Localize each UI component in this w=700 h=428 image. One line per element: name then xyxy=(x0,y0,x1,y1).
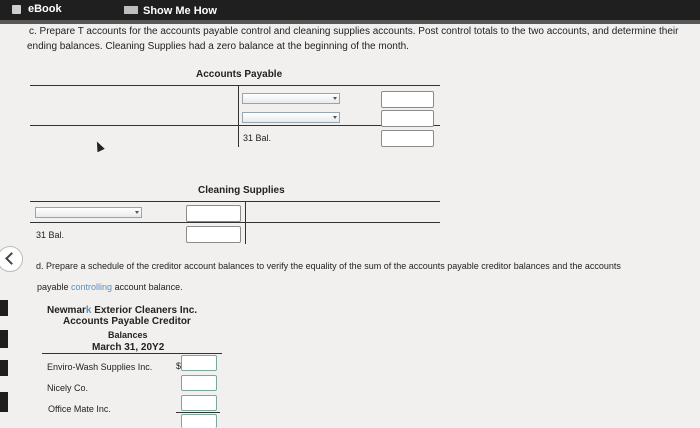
controlling-link[interactable]: controlling xyxy=(71,282,113,292)
total-rule xyxy=(176,412,220,413)
cs-t-account-total-rule xyxy=(30,222,440,223)
ap-balance-label: 31 Bal. xyxy=(243,133,272,143)
video-icon[interactable] xyxy=(124,6,138,14)
part-d-line2-pre: payable xyxy=(37,282,72,292)
ap-balance-input[interactable] xyxy=(381,130,434,147)
company-name-link[interactable]: k xyxy=(85,305,92,316)
part-c-instruction-line2: ending balances. Cleaning Supplies had a zero balance at the beginning of the month. xyxy=(27,41,409,52)
creditor-amount-input-2[interactable] xyxy=(181,375,217,391)
left-edge-strip xyxy=(0,330,8,348)
toolbar-divider xyxy=(0,20,700,24)
chevron-down-icon xyxy=(333,97,337,100)
cs-amount-input[interactable] xyxy=(186,205,241,222)
schedule-title-line2: Balances xyxy=(108,330,148,340)
chevron-down-icon xyxy=(333,116,337,119)
part-c-instruction-line1: c. Prepare T accounts for the accounts payable control and cleaning supplies accounts. Post control totals to the two accounts, and determine their xyxy=(29,26,679,37)
ap-amount-input-2[interactable] xyxy=(381,110,434,127)
ap-account-select-1[interactable] xyxy=(242,93,340,104)
cs-balance-label: 31 Bal. xyxy=(36,230,65,240)
total-amount-input[interactable] xyxy=(181,414,217,428)
top-toolbar xyxy=(0,0,700,20)
mouse-cursor-icon xyxy=(93,140,104,152)
creditor-amount-input-3[interactable] xyxy=(181,395,217,411)
creditor-name-1: Enviro-Wash Supplies Inc. xyxy=(47,362,153,372)
chevron-down-icon xyxy=(135,211,139,214)
cs-t-account-top-rule xyxy=(30,201,440,202)
accounts-payable-title: Accounts Payable xyxy=(196,69,283,80)
schedule-title-line1: Accounts Payable Creditor xyxy=(63,316,191,327)
ap-amount-input-1[interactable] xyxy=(381,91,434,108)
cleaning-supplies-title: Cleaning Supplies xyxy=(198,185,285,196)
back-arrow-button[interactable] xyxy=(0,246,23,272)
part-d-line2-post: account balance. xyxy=(112,282,183,292)
schedule-date: March 31, 20Y2 xyxy=(92,342,165,353)
t-account-top-rule xyxy=(30,85,440,86)
t-account-center-rule xyxy=(238,85,239,147)
company-name-post: Exterior Cleaners Inc. xyxy=(91,305,198,316)
t-account-total-rule xyxy=(30,125,440,126)
part-d-instruction-line1: d. Prepare a schedule of the creditor account balances to verify the equality of the sum of the accounts payable creditor balances and the accounts xyxy=(36,261,621,271)
show-me-how-link[interactable]: Show Me How xyxy=(143,5,217,17)
cs-account-select[interactable] xyxy=(35,207,142,218)
left-edge-strip xyxy=(0,392,8,412)
company-name xyxy=(47,305,197,316)
cs-balance-input[interactable] xyxy=(186,226,241,243)
creditor-currency-1: $ xyxy=(176,361,182,371)
ebook-link[interactable]: eBook xyxy=(28,3,62,15)
creditor-amount-input-1[interactable] xyxy=(181,355,217,371)
left-edge-strip xyxy=(0,300,8,316)
part-d-instruction-line2 xyxy=(37,282,183,292)
creditor-name-3: Office Mate Inc. xyxy=(48,404,111,414)
schedule-heading-rule xyxy=(42,353,222,354)
left-edge-strip xyxy=(0,360,8,376)
company-name-pre: Newmar xyxy=(47,305,86,316)
creditor-name-2: Nicely Co. xyxy=(47,383,89,393)
ebook-icon[interactable] xyxy=(12,5,21,14)
ap-account-select-2[interactable] xyxy=(242,112,340,123)
